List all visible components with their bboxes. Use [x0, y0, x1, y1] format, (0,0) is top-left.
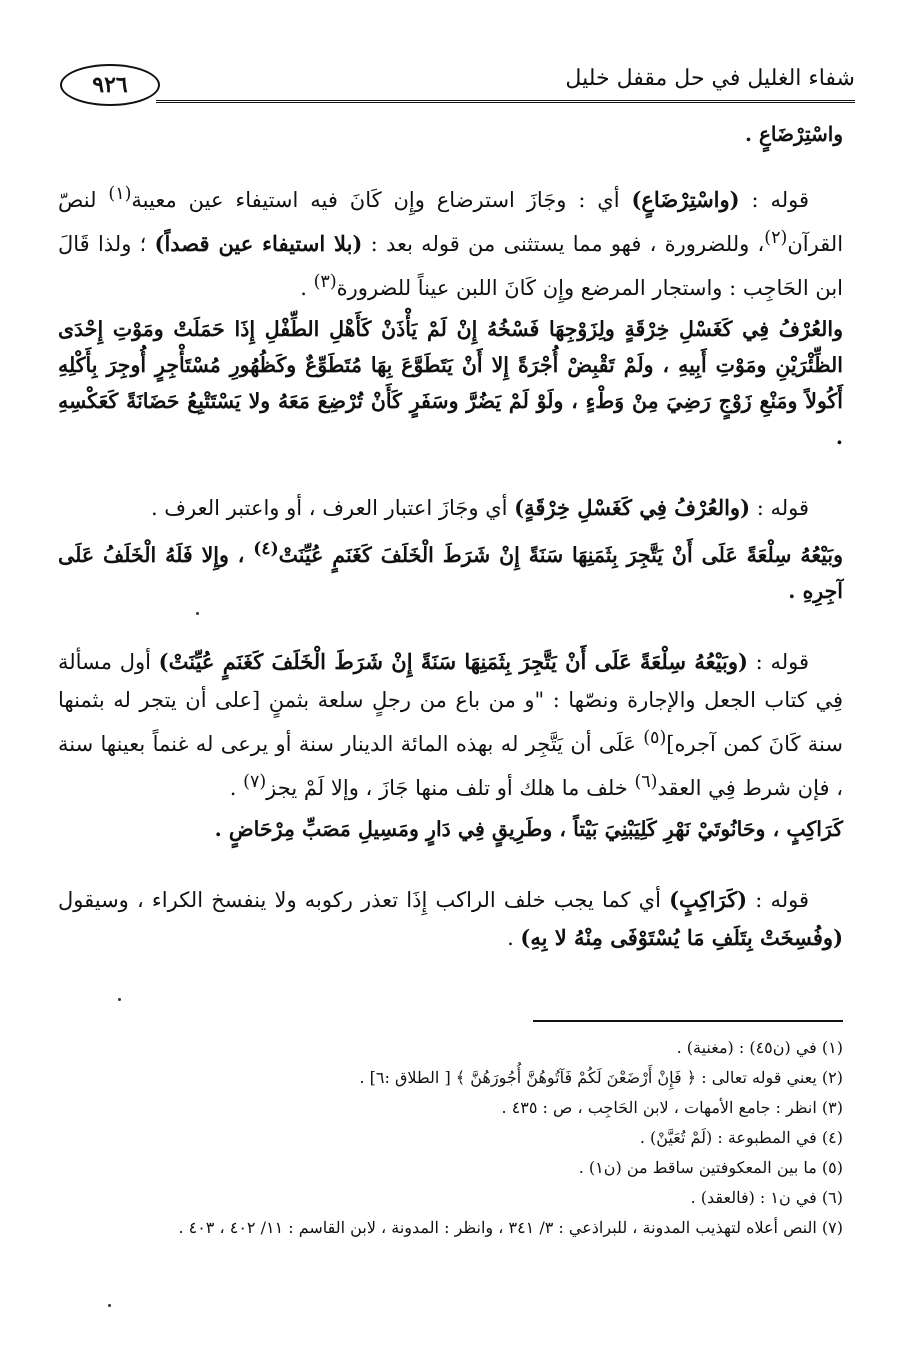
footnote-ref-7: (٧)	[243, 771, 267, 792]
footnote-7: (٧) النص أعلاه لتهذيب المدونة ، للبراذعي : ٣/ ٣٤١ ، وانظر : المدونة ، لابن القاسم : ١١/ ٤٠٢ ، ٤٠٣ .	[178, 1218, 843, 1237]
commentary-paragraph-4: قوله : (كَرَاكِبٍ) أي كما يجب خلف الراكب إِذَا تعذر ركوبه ولا ينفسخ الكراء ، وسيقول (وفُسِخَتْ بِتَلَفِ مَا يُسْتَوْفَى مِنْهُ لا بِهِ) .	[58, 886, 843, 950]
page-number: ٩٢٦	[60, 64, 160, 106]
footnote-5: (٥) ما بين المعكوفتين ساقط من (ن١) .	[578, 1158, 843, 1177]
body-text	[58, 115, 843, 961]
footnote-ref-2: (٢)	[764, 228, 788, 248]
footnote-3: (٣) انظر : جامع الأمهات ، لابن الحَاجِب ، ص : ٤٣٥ .	[501, 1098, 843, 1117]
footnote-2: (٢) يعني قوله تعالى : ﴿ فَإِنْ أَرْضَعْنَ لَكُمْ فَآتُوهُنَّ أُجُورَهُنَّ ﴾ [ الطلاق :٦] .	[359, 1068, 843, 1087]
header-rule	[156, 100, 855, 103]
footnote-ref-3: (٣)	[313, 272, 337, 292]
footnote-ref-4: (٤)	[253, 539, 279, 559]
quoted-matn: (كَرَاكِبٍ)	[669, 886, 748, 912]
footnote-1: (١) في (ن٤٥) : (مغنية) .	[676, 1038, 843, 1057]
matn-paragraph-1: والعُرْفُ فِي كَغَسْلِ خِرْقَةٍ ولِزَوْجِهَا فَسْخُهُ إِنْ لَمْ يَأْذَنْ كَأَهْلِ الطِّفْلِ إِذَا حَمَلَتْ ومَوْتِ إِحْدَى الظِّئْرَيْنِ ومَوْتِ أَبِيهِ ، ولَمْ تَقْبِضْ أُجْرَةً إِلا أَنْ يَتَطَوَّعَ بِهَا مُتَطَوِّعٌ وكَظُهُورِ مُسْتَأْجِرٍ أُوجِرَ بِأَكْلِهِ أَكُولاً ومَنْعِ زَوْجٍ رَضِيَ مِنْ وَطْءٍ ، ولَوْ لَمْ يَضُرَّ وسَفَرٍ كَأَنْ تُرْضِعَ مَعَهُ ولا يَسْتَتْبِعُ حَضَانَةً كَعَكْسِهِ .	[58, 317, 843, 449]
commentary-paragraph-2: قوله : (والعُرْفُ فِي كَغَسْلِ خِرْقَةٍ) أي وجَازَ اعتبار العرف ، أو واعتبر العرف .	[150, 495, 809, 520]
quoted-matn: (واسْتِرْضَاعٍ)	[631, 187, 740, 212]
commentary-paragraph-1: قوله : (واسْتِرْضَاعٍ) أي : وجَازَ استرضاع وإِن كَانَ فيه استيفاء عين معيبة$^{(١)}$ لنصّ القرآن$^{(٢)}$، وللضرورة ، فهو مما يستثنى من قوله بعد : (بلا استيفاء عين قصداً) ؛ ولذا قَالَ ابن الحَاجِب : واستجار المرضع وإِن كَانَ اللبن عيناً للضرورة$^{(٣)}$ .	[58, 184, 844, 300]
matn-paragraph-3: كَرَاكِبٍ ، وحَانُوتَيْ نَهْرِ كَلِيَبْنِيَ بَيْتاً ، وطَرِيقٍ فِي دَارٍ ومَسِيلِ مَصَبِّ مِرْحَاضٍ .	[214, 816, 843, 841]
commentary-paragraph-3: قوله : (وبَيْعُهُ سِلْعَةً عَلَى أَنْ يَتَّجِرَ بِثَمَنِهَا سَنَةً إِنْ شَرَطَ الْخَلَفَ كَغَنَمٍ عُيِّنَتْ) أول مسألة فِي كتاب الجعل والإجارة ونصّها : "و من باع من رجلٍ سلعة بثمنٍ [على أن يتجر له بثمنها سنة كَانَ كمن آجره]$^{(٥)}$ عَلَى أن يَتَّجِر له بهذه المائة الدينار سنة أو يرعى له غنماً بعينها سنة ، فإن شرط فِي العقد$^{(٦)}$ خلف ما هلك أو تلف منها جَازَ ، وإلا لَمْ يجز$^{(٧)}$ .	[58, 648, 843, 800]
footnote-ref-1: (١)	[108, 184, 132, 204]
quoted-matn: (والعُرْفُ فِي كَغَسْلِ خِرْقَةٍ)	[514, 495, 751, 520]
scan-speck	[118, 998, 121, 1001]
matn-paragraph-2: وبَيْعُهُ سِلْعَةً عَلَى أَنْ يَتَّجِرَ بِثَمَنِهَا سَنَةً إِنْ شَرَطَ الْخَلَفَ كَغَنَمٍ عُيِّنَتْ$^{(٤)}$ ، وإِلا فَلَهُ الْخَلَفُ عَلَى آجِرِهِ .	[58, 539, 843, 603]
footnote-4: (٤) في المطبوعة : (لَمْ تُعَيَّنْ) .	[639, 1128, 843, 1147]
book-title: شفاء الغليل في حل مقفل خليل	[565, 66, 855, 91]
scan-speck	[108, 1304, 111, 1307]
footnote-separator	[533, 1020, 843, 1022]
scan-speck	[196, 612, 199, 615]
page-header	[60, 60, 855, 120]
footnote-6: (٦) في ن١ : (فالعقد) .	[690, 1188, 843, 1207]
footnote-ref-6: (٦)	[634, 771, 658, 792]
footnote-ref-5: (٥)	[643, 727, 667, 748]
carryover-matn: واسْتِرْضَاعٍ .	[745, 122, 843, 146]
quoted-matn: (وبَيْعُهُ سِلْعَةً عَلَى أَنْ يَتَّجِرَ بِثَمَنِهَا سَنَةً إِنْ شَرَطَ الْخَلَفَ كَغَنَمٍ عُيِّنَتْ)	[158, 648, 748, 674]
quoted-matn: (وفُسِخَتْ بِتَلَفِ مَا يُسْتَوْفَى مِنْهُ لا بِهِ)	[520, 924, 843, 950]
quoted-matn: (بلا استيفاء عين قصداً)	[154, 231, 363, 256]
footnotes	[58, 1033, 843, 1243]
